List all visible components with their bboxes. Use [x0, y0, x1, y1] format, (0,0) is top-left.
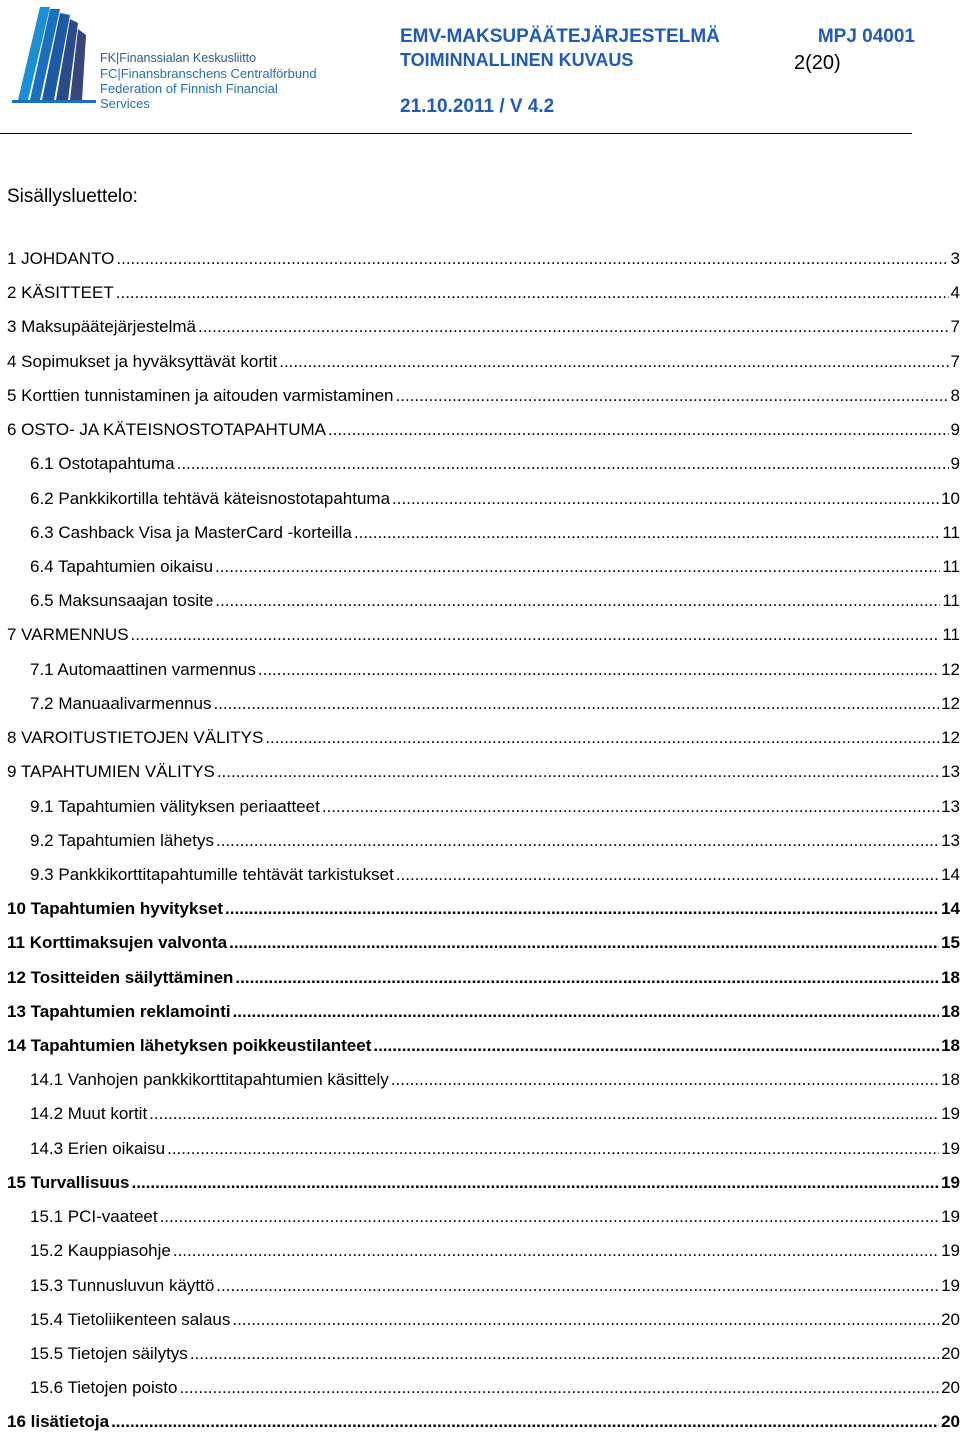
toc-leader-dots: [179, 1378, 939, 1398]
toc-entry-page: 4: [950, 283, 960, 303]
toc-entry[interactable]: [7, 1412, 960, 1446]
toc-entry[interactable]: [7, 352, 960, 386]
toc-leader-dots: [177, 454, 949, 474]
toc-leader-dots: [396, 865, 939, 885]
toc-entry-page: 11: [942, 522, 960, 542]
toc-entry[interactable]: [7, 865, 960, 899]
document-title: EMV-MAKSUPÄÄTEJÄRJESTELMÄ: [400, 26, 720, 47]
toc-entry[interactable]: [7, 728, 960, 762]
toc-entry[interactable]: [7, 1207, 960, 1241]
toc-entry-label: 6.3 Cashback Visa ja MasterCard -korteilla: [30, 522, 352, 542]
toc-entry[interactable]: [7, 899, 960, 933]
toc-entry-label: 5 Korttien tunnistaminen ja aitouden varmistaminen: [7, 385, 394, 405]
toc-entry-page: 11: [942, 556, 960, 576]
table-of-contents: [7, 249, 960, 1447]
document-header-title: [400, 26, 915, 48]
toc-entry[interactable]: [7, 660, 960, 694]
toc-entry[interactable]: [7, 249, 960, 283]
toc-entry-label: 6.1 Ostotapahtuma: [30, 454, 175, 474]
toc-entry-label: 15.3 Tunnusluvun käyttö: [30, 1275, 215, 1295]
toc-entry-page: 7: [950, 317, 960, 337]
toc-entry[interactable]: [7, 831, 960, 865]
toc-entry-page: 11: [942, 625, 960, 645]
toc-entry-page: 13: [941, 830, 960, 850]
toc-leader-dots: [190, 1344, 939, 1364]
toc-leader-dots: [160, 1207, 940, 1227]
header-divider: [0, 133, 912, 134]
toc-leader-dots: [116, 249, 948, 269]
toc-entry[interactable]: [7, 1070, 960, 1104]
toc-entry-label: 12 Tositteiden säilyttäminen: [7, 967, 234, 987]
toc-entry-label: 9 TAPAHTUMIEN VÄLITYS: [7, 762, 215, 782]
toc-entry-label: 2 KÄSITTEET: [7, 283, 114, 303]
toc-leader-dots: [232, 1310, 939, 1330]
toc-leader-dots: [173, 1241, 939, 1261]
toc-entry-label: 6.5 Maksunsaajan tosite: [30, 591, 214, 611]
toc-entry-page: 18: [941, 1001, 960, 1021]
toc-entry-page: 12: [941, 728, 960, 748]
toc-entry[interactable]: [7, 762, 960, 796]
toc-entry[interactable]: [7, 1310, 960, 1344]
toc-entry-label: 15.1 PCI-vaateet: [30, 1207, 158, 1227]
toc-entry[interactable]: [7, 1276, 960, 1310]
toc-entry[interactable]: [7, 1104, 960, 1138]
logo-line-en: Federation of Finnish Financial Services: [100, 81, 278, 111]
toc-entry[interactable]: [7, 1378, 960, 1412]
toc-entry-label: 10 Tapahtumien hyvitykset: [7, 899, 224, 919]
toc-leader-dots: [131, 625, 941, 645]
toc-entry-page: 12: [941, 659, 960, 679]
toc-title: Sisällysluettelo:: [7, 186, 138, 207]
toc-entry-page: 19: [941, 1104, 960, 1124]
toc-leader-dots: [216, 831, 939, 851]
toc-entry-label: 9.3 Pankkikorttitapahtumille tehtävät tarkistukset: [30, 864, 394, 884]
toc-entry-page: 18: [941, 967, 960, 987]
toc-entry-page: 12: [941, 693, 960, 713]
toc-entry-page: 19: [941, 1275, 960, 1295]
toc-leader-dots: [198, 317, 949, 337]
toc-leader-dots: [392, 489, 939, 509]
toc-entry-label: 14.2 Muut kortit: [30, 1104, 148, 1124]
toc-leader-dots: [225, 899, 939, 919]
toc-entry-label: 15.2 Kauppiasohje: [30, 1241, 171, 1261]
toc-entry-page: 9: [950, 454, 960, 474]
toc-entry[interactable]: [7, 694, 960, 728]
toc-entry-page: 19: [941, 1172, 960, 1192]
toc-entry-page: 19: [941, 1207, 960, 1227]
toc-entry[interactable]: [7, 1036, 960, 1070]
toc-entry[interactable]: [7, 1139, 960, 1173]
toc-entry-label: 14.3 Erien oikaisu: [30, 1138, 166, 1158]
toc-entry-label: 6.4 Tapahtumien oikaisu: [30, 556, 214, 576]
toc-entry[interactable]: [7, 591, 960, 625]
toc-entry-page: 10: [941, 488, 960, 508]
toc-entry-label: 7.2 Manuaalivarmennus: [30, 693, 212, 713]
toc-leader-dots: [373, 1036, 939, 1056]
toc-entry-page: 14: [941, 899, 960, 919]
toc-entry-label: 1 JOHDANTO: [7, 249, 115, 268]
toc-leader-dots: [265, 728, 939, 748]
toc-entry-label: 11 Korttimaksujen valvonta: [7, 933, 228, 953]
toc-entry-page: 19: [941, 1138, 960, 1158]
toc-entry-label: 15.5 Tietojen säilytys: [30, 1344, 188, 1363]
toc-entry-label: 7 VARMENNUS: [7, 625, 129, 645]
toc-entry[interactable]: [7, 1002, 960, 1036]
toc-entry[interactable]: [7, 797, 960, 831]
toc-leader-dots: [258, 660, 939, 680]
toc-entry[interactable]: [7, 523, 960, 557]
toc-entry-label: 15.6 Tietojen poisto: [30, 1378, 178, 1398]
toc-entry[interactable]: [7, 933, 960, 967]
toc-entry-page: 13: [941, 762, 960, 782]
toc-leader-dots: [396, 386, 949, 406]
toc-entry-page: 8: [950, 385, 960, 405]
toc-leader-dots: [235, 968, 939, 988]
toc-leader-dots: [149, 1104, 939, 1124]
toc-leader-dots: [132, 1173, 940, 1193]
toc-leader-dots: [279, 352, 948, 372]
toc-entry-page: 14: [941, 864, 960, 884]
fk-logo: [10, 5, 330, 111]
toc-entry[interactable]: [7, 386, 960, 420]
toc-leader-dots: [167, 1139, 939, 1159]
toc-entry-label: 3 Maksupäätejärjestelmä: [7, 317, 196, 337]
logo-mark-icon: [10, 5, 100, 105]
toc-entry-label: 16 lisätietoja: [7, 1412, 110, 1432]
toc-entry-label: 7.1 Automaattinen varmennus: [30, 659, 256, 679]
toc-entry-page: 13: [941, 796, 960, 816]
toc-entry-page: 20: [941, 1344, 960, 1363]
toc-entry-page: 20: [941, 1412, 960, 1432]
toc-leader-dots: [322, 797, 939, 817]
toc-entry-label: 4 Sopimukset ja hyväksyttävät kortit: [7, 351, 278, 371]
toc-entry-page: 19: [941, 1241, 960, 1261]
toc-leader-dots: [216, 1276, 939, 1296]
toc-entry-page: 18: [941, 1036, 960, 1056]
toc-entry[interactable]: [7, 968, 960, 1002]
toc-leader-dots: [213, 694, 939, 714]
toc-entry[interactable]: [7, 489, 960, 523]
toc-entry[interactable]: [7, 625, 960, 659]
toc-entry-label: 14 Tapahtumien lähetyksen poikkeustilanteet: [7, 1036, 372, 1056]
document-code: MPJ 04001: [817, 26, 915, 47]
toc-entry[interactable]: [7, 557, 960, 591]
toc-leader-dots: [111, 1412, 939, 1432]
toc-entry-label: 6 OSTO- JA KÄTEISNOSTOTAPAHTUMA: [7, 420, 326, 440]
toc-entry-page: 20: [941, 1309, 960, 1329]
toc-entry-label: 13 Tapahtumien reklamointi: [7, 1001, 231, 1021]
toc-entry[interactable]: [7, 1173, 960, 1207]
toc-entry-label: 8 VAROITUSTIETOJEN VÄLITYS: [7, 728, 264, 748]
toc-leader-dots: [116, 283, 949, 303]
toc-leader-dots: [354, 523, 940, 543]
toc-entry[interactable]: [7, 317, 960, 351]
toc-leader-dots: [233, 1002, 940, 1022]
toc-entry-page: 18: [941, 1070, 960, 1090]
toc-entry-page: 15: [941, 933, 960, 953]
toc-entry[interactable]: [7, 420, 960, 454]
toc-entry[interactable]: [7, 1344, 960, 1378]
document-date-version: 21.10.2011 / V 4.2: [400, 96, 555, 117]
toc-entry-label: 15.4 Tietoliikenteen salaus: [30, 1309, 231, 1329]
toc-leader-dots: [391, 1070, 939, 1090]
toc-entry-page: 11: [942, 591, 960, 611]
document-subtitle: TOIMINNALLINEN KUVAUS: [400, 50, 634, 70]
toc-leader-dots: [217, 762, 939, 782]
toc-entry[interactable]: [7, 283, 960, 317]
toc-leader-dots: [215, 557, 940, 577]
toc-entry-page: 20: [941, 1378, 960, 1398]
toc-entry-label: 6.2 Pankkikortilla tehtävä käteisnostotapahtuma: [30, 488, 391, 508]
toc-entry-label: 9.1 Tapahtumien välityksen periaatteet: [30, 796, 320, 816]
toc-leader-dots: [328, 420, 949, 440]
toc-entry-page: 7: [950, 351, 960, 371]
toc-entry-label: 15 Turvallisuus: [7, 1172, 130, 1192]
toc-entry[interactable]: [7, 454, 960, 488]
toc-entry[interactable]: [7, 1241, 960, 1275]
toc-entry-label: 14.1 Vanhojen pankkikorttitapahtumien käsittely: [30, 1070, 389, 1090]
toc-entry-label: 9.2 Tapahtumien lähetys: [30, 830, 214, 850]
toc-leader-dots: [229, 933, 939, 953]
toc-leader-dots: [215, 591, 940, 611]
toc-entry-page: 3: [950, 249, 960, 268]
logo-line-fi: FK|Finanssialan Keskusliitto: [100, 51, 257, 65]
page-number: 2(20): [794, 52, 841, 74]
toc-entry-page: 9: [950, 420, 960, 440]
logo-line-sv: FC|Finansbranschens Centralförbund: [100, 66, 317, 81]
